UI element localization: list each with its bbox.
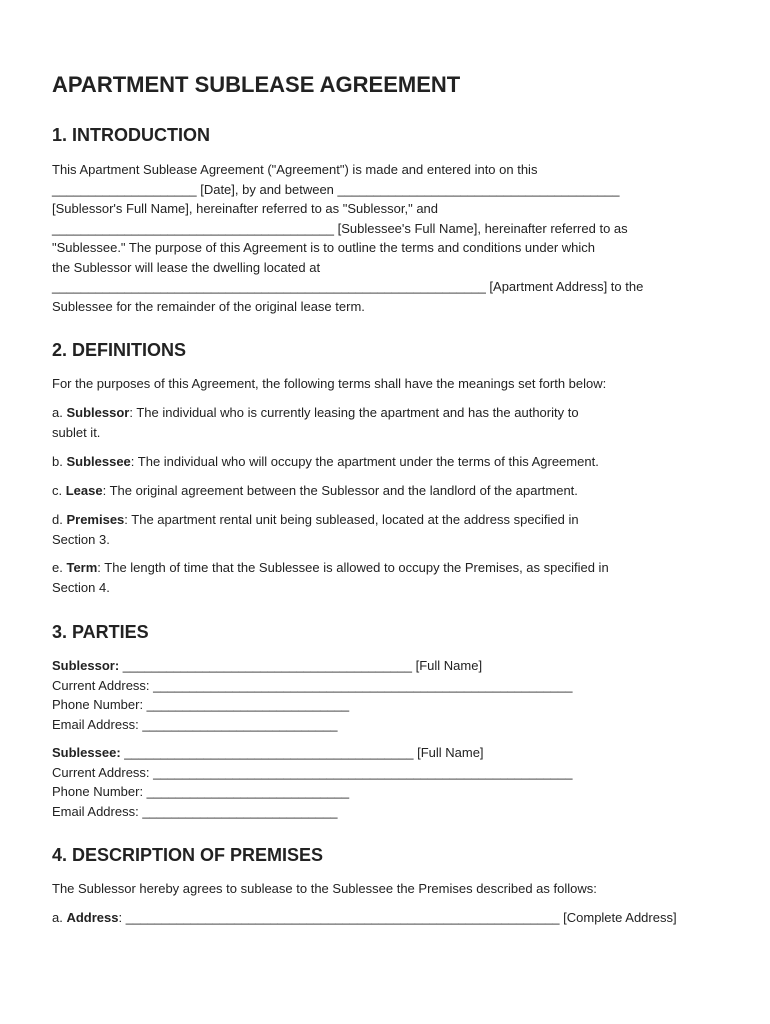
definition-sublessor (52, 403, 579, 442)
definition-text: Section 3. (52, 531, 110, 547)
definition-sublessee (52, 452, 599, 472)
definition-premises (52, 510, 579, 549)
text-line: ____________________ [Date], by and between _______________________________________ (52, 181, 620, 197)
sublessor-label: Sublessor: (52, 658, 120, 673)
definition-text: : The original agreement between the Sublessor and the landlord of the apartment. (102, 483, 578, 498)
sublessor-email-field[interactable]: Email Address: ___________________________ (52, 716, 338, 732)
item-prefix: e. (52, 560, 67, 575)
text-line: Sublessee for the remainder of the original lease term. (52, 298, 365, 314)
sublessee-address-field[interactable]: Current Address: __________________________________________________________ (52, 764, 573, 780)
definition-term (52, 558, 609, 597)
premises-address-field[interactable]: : ____________________________________________________________ [Complete Address] (118, 910, 677, 925)
sublessee-name-field[interactable]: ________________________________________ [Full Name] (120, 745, 484, 760)
document-title: APARTMENT SUBLEASE AGREEMENT (52, 72, 461, 97)
term: Term (66, 560, 98, 575)
premises-intro: The Sublessor hereby agrees to sublease to the Sublessee the Premises described as follows: (52, 881, 597, 896)
definition-text: : The length of time that the Sublessee is allowed to occupy the Premises, as specified in (97, 560, 609, 575)
definitions-intro: For the purposes of this Agreement, the following terms shall have the meanings set forth below: (52, 376, 607, 391)
definition-lease (52, 481, 578, 501)
text-line: the Sublessor will lease the dwelling located at (52, 259, 321, 275)
item-prefix: a. (52, 910, 67, 925)
text-line: [Sublessor's Full Name], hereinafter referred to as "Sublessor," and (52, 201, 439, 216)
sublessee-email-field[interactable]: Email Address: ___________________________ (52, 803, 338, 819)
text-line: ____________________________________________________________ [Apartment Address] to the (52, 279, 644, 294)
term: Sublessee (66, 454, 131, 469)
term: Premises (66, 512, 125, 527)
term: Sublessor (66, 405, 130, 420)
text-line: "Sublessee." The purpose of this Agreement is to outline the terms and conditions under which (52, 240, 596, 255)
definition-text: : The individual who will occupy the apartment under the terms of this Agreement. (130, 454, 599, 469)
section-heading-definitions: 2. DEFINITIONS (52, 340, 187, 360)
sublessor-block (52, 656, 573, 734)
item-prefix: b. (52, 454, 67, 469)
section-heading-parties: 3. PARTIES (52, 622, 149, 642)
text-line: This Apartment Sublease Agreement ("Agreement") is made and entered into on this (52, 162, 538, 177)
definition-text: : The individual who is currently leasing the apartment and has the authority to (129, 405, 579, 420)
sublessor-name-field[interactable]: ________________________________________ [Full Name] (119, 658, 483, 673)
definition-text: Section 4. (52, 579, 110, 595)
sublessor-address-field[interactable]: Current Address: __________________________________________________________ (52, 677, 573, 693)
sublessee-phone-field[interactable]: Phone Number: ____________________________ (52, 784, 350, 799)
definition-text: : The apartment rental unit being subleased, located at the address specified in (124, 512, 579, 527)
premises-address (52, 908, 677, 928)
term: Lease (65, 483, 103, 498)
sublessee-label: Sublessee: (52, 745, 121, 760)
sublessor-phone-field[interactable]: Phone Number: ____________________________ (52, 697, 350, 712)
item-prefix: a. (52, 405, 67, 420)
item-prefix: d. (52, 512, 67, 527)
item-prefix: c. (52, 483, 66, 498)
term: Address (66, 910, 119, 925)
introduction-paragraph (52, 160, 643, 316)
section-heading-introduction: 1. INTRODUCTION (52, 125, 211, 145)
section-heading-premises: 4. DESCRIPTION OF PREMISES (52, 845, 324, 865)
sublessee-block (52, 743, 573, 821)
definition-text: sublet it. (52, 424, 101, 440)
text-line: _______________________________________ [Sublessee's Full Name], hereinafter referred to as (52, 220, 628, 236)
